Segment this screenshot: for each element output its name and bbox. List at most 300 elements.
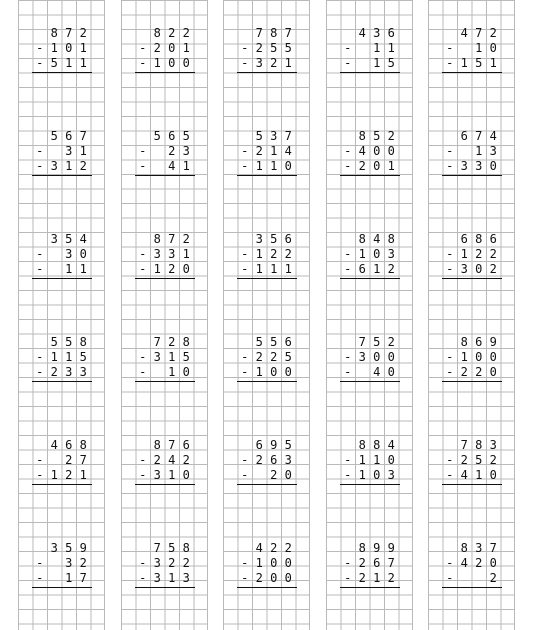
grid-panel: [223, 0, 310, 630]
minuend-digit: 2: [182, 26, 190, 40]
minuend-digit: 6: [255, 438, 263, 452]
minus-sign: -: [139, 453, 147, 467]
result-digit: 1: [284, 262, 292, 276]
minuend-digit: 4: [387, 438, 395, 452]
result-digit: 1: [255, 262, 263, 276]
result-digit: 2: [460, 365, 468, 379]
minuend-digit: 8: [387, 232, 395, 246]
result-digit: 1: [79, 56, 87, 70]
result-digit: 6: [358, 262, 366, 276]
minuend-digit: 8: [358, 232, 366, 246]
subtrahend-digit: 3: [153, 350, 161, 364]
minuend-digit: 8: [270, 26, 278, 40]
result-digit: 3: [65, 365, 73, 379]
answer-line: [237, 175, 297, 176]
answer-line: [237, 72, 297, 73]
subtrahend-digit: 3: [65, 556, 73, 570]
result-digit: 0: [270, 365, 278, 379]
subtrahend-digit: 0: [373, 350, 381, 364]
result-digit: 0: [284, 571, 292, 585]
subtrahend-digit: 1: [475, 144, 483, 158]
subtrahend-digit: 0: [65, 41, 73, 55]
minuend-digit: 7: [255, 26, 263, 40]
answer-line: [237, 587, 297, 588]
subtrahend-digit: 3: [153, 556, 161, 570]
minus-sign: -: [344, 159, 352, 173]
minus-sign: -: [241, 144, 249, 158]
subtrahend-digit: 2: [255, 144, 263, 158]
minus-sign: -: [446, 262, 454, 276]
result-digit: 3: [255, 56, 263, 70]
minuend-digit: 5: [373, 335, 381, 349]
result-digit: 1: [373, 262, 381, 276]
answer-line: [135, 587, 195, 588]
result-digit: 1: [168, 571, 176, 585]
minus-sign: -: [344, 453, 352, 467]
subtrahend-digit: 4: [168, 453, 176, 467]
result-digit: 0: [373, 159, 381, 173]
result-digit: 3: [475, 159, 483, 173]
result-digit: 1: [475, 468, 483, 482]
subtrahend-digit: 2: [182, 556, 190, 570]
minus-sign: -: [344, 350, 352, 364]
minuend-digit: 7: [284, 129, 292, 143]
result-digit: 2: [79, 159, 87, 173]
result-digit: 1: [255, 159, 263, 173]
minuend-digit: 4: [460, 26, 468, 40]
minus-sign: -: [36, 159, 44, 173]
result-digit: 1: [460, 56, 468, 70]
minuend-digit: 4: [50, 438, 58, 452]
minus-sign: -: [241, 247, 249, 261]
subtrahend-digit: 0: [387, 350, 395, 364]
result-digit: 0: [182, 262, 190, 276]
subtrahend-digit: 2: [153, 41, 161, 55]
minuend-digit: 6: [168, 129, 176, 143]
minuend-digit: 7: [475, 26, 483, 40]
minus-sign: -: [36, 41, 44, 55]
result-digit: 5: [475, 56, 483, 70]
minuend-digit: 6: [284, 335, 292, 349]
subtrahend-digit: 2: [489, 453, 497, 467]
minus-sign: -: [139, 159, 147, 173]
subtrahend-digit: 2: [489, 247, 497, 261]
minus-sign: -: [446, 350, 454, 364]
subtrahend-digit: 7: [79, 453, 87, 467]
minuend-digit: 5: [50, 129, 58, 143]
minuend-digit: 6: [284, 232, 292, 246]
subtrahend-digit: 3: [358, 350, 366, 364]
minuend-digit: 7: [475, 129, 483, 143]
result-digit: 2: [489, 571, 497, 585]
minuend-digit: 5: [255, 129, 263, 143]
subtrahend-digit: 3: [387, 247, 395, 261]
subtrahend-digit: 6: [373, 556, 381, 570]
result-digit: 3: [50, 159, 58, 173]
minuend-digit: 5: [65, 541, 73, 555]
result-digit: 3: [460, 159, 468, 173]
subtrahend-digit: 0: [373, 144, 381, 158]
subtrahend-digit: 2: [153, 453, 161, 467]
subtrahend-digit: 1: [255, 247, 263, 261]
subtrahend-digit: 0: [489, 350, 497, 364]
subtrahend-digit: 0: [387, 144, 395, 158]
minuend-digit: 2: [79, 26, 87, 40]
subtrahend-digit: 5: [182, 350, 190, 364]
minuend-digit: 5: [270, 232, 278, 246]
minuend-digit: 2: [168, 335, 176, 349]
answer-line: [442, 175, 502, 176]
minuend-digit: 9: [79, 541, 87, 555]
subtrahend-digit: 5: [475, 453, 483, 467]
result-digit: 1: [373, 571, 381, 585]
result-digit: 4: [460, 468, 468, 482]
grid-panel: [121, 0, 208, 630]
minuend-digit: 9: [489, 335, 497, 349]
subtrahend-digit: 5: [284, 350, 292, 364]
result-digit: 5: [50, 56, 58, 70]
minuend-digit: 7: [153, 335, 161, 349]
result-digit: 1: [79, 262, 87, 276]
minuend-digit: 5: [168, 541, 176, 555]
result-digit: 2: [270, 56, 278, 70]
result-digit: 0: [373, 468, 381, 482]
subtrahend-digit: 1: [387, 41, 395, 55]
result-digit: 0: [182, 56, 190, 70]
result-digit: 1: [65, 262, 73, 276]
minuend-digit: 8: [153, 26, 161, 40]
result-digit: 1: [153, 262, 161, 276]
subtrahend-digit: 2: [460, 453, 468, 467]
minus-sign: -: [241, 365, 249, 379]
minus-sign: -: [446, 159, 454, 173]
minuend-digit: 8: [182, 335, 190, 349]
minuend-digit: 8: [79, 438, 87, 452]
subtrahend-digit: 2: [255, 350, 263, 364]
result-digit: 0: [284, 365, 292, 379]
minus-sign: -: [241, 468, 249, 482]
subtrahend-digit: 6: [270, 453, 278, 467]
minus-sign: -: [241, 56, 249, 70]
minus-sign: -: [241, 41, 249, 55]
result-digit: 2: [358, 571, 366, 585]
minus-sign: -: [36, 453, 44, 467]
minus-sign: -: [139, 350, 147, 364]
answer-line: [442, 587, 502, 588]
minus-sign: -: [139, 365, 147, 379]
minus-sign: -: [36, 556, 44, 570]
minuend-digit: 2: [270, 541, 278, 555]
minus-sign: -: [241, 262, 249, 276]
minus-sign: -: [344, 144, 352, 158]
minus-sign: -: [344, 571, 352, 585]
result-digit: 4: [168, 159, 176, 173]
minuend-digit: 3: [50, 541, 58, 555]
minuend-digit: 8: [460, 541, 468, 555]
minuend-digit: 5: [65, 232, 73, 246]
subtrahend-digit: 1: [50, 350, 58, 364]
result-digit: 0: [270, 571, 278, 585]
result-digit: 1: [168, 468, 176, 482]
minus-sign: -: [36, 468, 44, 482]
minus-sign: -: [36, 247, 44, 261]
subtrahend-digit: 0: [284, 556, 292, 570]
minuend-digit: 8: [475, 232, 483, 246]
minus-sign: -: [446, 365, 454, 379]
result-digit: 2: [475, 365, 483, 379]
minuend-digit: 3: [475, 541, 483, 555]
minuend-digit: 8: [50, 26, 58, 40]
subtrahend-digit: 0: [489, 41, 497, 55]
answer-line: [32, 587, 92, 588]
minus-sign: -: [139, 56, 147, 70]
result-digit: 1: [255, 365, 263, 379]
answer-line: [32, 278, 92, 279]
minuend-digit: 2: [489, 26, 497, 40]
result-digit: 1: [168, 365, 176, 379]
subtrahend-digit: 3: [182, 144, 190, 158]
minus-sign: -: [446, 453, 454, 467]
result-digit: 1: [79, 468, 87, 482]
subtrahend-digit: 3: [65, 144, 73, 158]
minuend-digit: 9: [373, 541, 381, 555]
subtrahend-digit: 1: [270, 144, 278, 158]
minus-sign: -: [446, 41, 454, 55]
minus-sign: -: [344, 247, 352, 261]
result-digit: 1: [50, 468, 58, 482]
result-digit: 0: [284, 159, 292, 173]
minuend-digit: 7: [358, 335, 366, 349]
result-digit: 2: [489, 262, 497, 276]
subtrahend-digit: 1: [79, 144, 87, 158]
grid-panel: [18, 0, 105, 630]
subtrahend-digit: 1: [65, 350, 73, 364]
minuend-digit: 7: [65, 26, 73, 40]
subtrahend-digit: 1: [255, 556, 263, 570]
minuend-digit: 6: [475, 335, 483, 349]
minuend-digit: 2: [284, 541, 292, 555]
result-digit: 0: [489, 365, 497, 379]
result-digit: 0: [387, 365, 395, 379]
minuend-digit: 7: [489, 541, 497, 555]
minus-sign: -: [139, 468, 147, 482]
minuend-digit: 5: [255, 335, 263, 349]
minuend-digit: 7: [460, 438, 468, 452]
subtrahend-digit: 1: [373, 453, 381, 467]
result-digit: 0: [489, 159, 497, 173]
subtrahend-digit: 5: [284, 41, 292, 55]
minus-sign: -: [446, 144, 454, 158]
minuend-digit: 4: [373, 232, 381, 246]
result-digit: 0: [489, 468, 497, 482]
subtrahend-digit: 3: [153, 247, 161, 261]
minuend-digit: 6: [182, 438, 190, 452]
subtrahend-digit: 4: [460, 556, 468, 570]
minuend-digit: 5: [270, 335, 278, 349]
result-digit: 1: [358, 468, 366, 482]
result-digit: 1: [65, 159, 73, 173]
minuend-digit: 8: [373, 438, 381, 452]
result-digit: 2: [270, 468, 278, 482]
result-digit: 0: [168, 56, 176, 70]
minus-sign: -: [344, 365, 352, 379]
subtrahend-digit: 3: [489, 144, 497, 158]
result-digit: 1: [270, 159, 278, 173]
subtrahend-digit: 2: [255, 41, 263, 55]
subtrahend-digit: 0: [387, 453, 395, 467]
answer-line: [135, 278, 195, 279]
minuend-digit: 6: [387, 26, 395, 40]
result-digit: 4: [373, 365, 381, 379]
minuend-digit: 5: [65, 335, 73, 349]
minus-sign: -: [36, 365, 44, 379]
subtrahend-digit: 4: [284, 144, 292, 158]
minuend-digit: 2: [387, 335, 395, 349]
grid-panel: [326, 0, 413, 630]
minus-sign: -: [344, 41, 352, 55]
minus-sign: -: [36, 144, 44, 158]
minuend-digit: 5: [284, 438, 292, 452]
minus-sign: -: [139, 144, 147, 158]
minus-sign: -: [139, 556, 147, 570]
result-digit: 1: [153, 56, 161, 70]
minuend-digit: 3: [489, 438, 497, 452]
minuend-digit: 2: [168, 26, 176, 40]
minuend-digit: 8: [79, 335, 87, 349]
answer-line: [442, 72, 502, 73]
answer-line: [442, 484, 502, 485]
minus-sign: -: [446, 247, 454, 261]
result-digit: 1: [65, 571, 73, 585]
subtrahend-digit: 1: [373, 41, 381, 55]
subtrahend-digit: 2: [255, 453, 263, 467]
result-digit: 2: [65, 468, 73, 482]
subtrahend-digit: 3: [65, 247, 73, 261]
minuend-digit: 5: [50, 335, 58, 349]
minus-sign: -: [241, 571, 249, 585]
result-digit: 3: [153, 571, 161, 585]
minuend-digit: 7: [284, 26, 292, 40]
minuend-digit: 8: [182, 541, 190, 555]
subtrahend-digit: 2: [270, 247, 278, 261]
subtrahend-digit: 1: [358, 453, 366, 467]
answer-line: [442, 278, 502, 279]
minus-sign: -: [344, 262, 352, 276]
minuend-digit: 7: [168, 438, 176, 452]
subtrahend-digit: 0: [373, 247, 381, 261]
minus-sign: -: [139, 262, 147, 276]
minus-sign: -: [36, 262, 44, 276]
result-digit: 2: [255, 571, 263, 585]
minuend-digit: 3: [373, 26, 381, 40]
subtrahend-digit: 2: [182, 453, 190, 467]
minus-sign: -: [36, 56, 44, 70]
subtrahend-digit: 2: [65, 453, 73, 467]
subtrahend-digit: 0: [475, 350, 483, 364]
answer-line: [135, 484, 195, 485]
minuend-digit: 5: [373, 129, 381, 143]
answer-line: [442, 381, 502, 382]
minus-sign: -: [241, 350, 249, 364]
subtrahend-digit: 7: [387, 556, 395, 570]
minuend-digit: 8: [358, 541, 366, 555]
answer-line: [340, 484, 400, 485]
minuend-digit: 2: [387, 129, 395, 143]
minuend-digit: 6: [460, 232, 468, 246]
result-digit: 1: [489, 56, 497, 70]
result-digit: 3: [460, 262, 468, 276]
subtrahend-digit: 3: [168, 247, 176, 261]
minuend-digit: 7: [168, 232, 176, 246]
answer-line: [237, 278, 297, 279]
minus-sign: -: [446, 571, 454, 585]
answer-line: [237, 381, 297, 382]
minuend-digit: 8: [358, 129, 366, 143]
result-digit: 3: [182, 571, 190, 585]
subtrahend-digit: 1: [182, 41, 190, 55]
answer-line: [340, 381, 400, 382]
minuend-digit: 8: [358, 438, 366, 452]
result-digit: 7: [79, 571, 87, 585]
subtrahend-digit: 4: [358, 144, 366, 158]
minuend-digit: 8: [153, 232, 161, 246]
answer-line: [135, 175, 195, 176]
minus-sign: -: [241, 556, 249, 570]
minuend-digit: 4: [79, 232, 87, 246]
result-digit: 1: [284, 56, 292, 70]
grid-panel: [428, 0, 515, 630]
result-digit: 1: [65, 56, 73, 70]
minus-sign: -: [446, 556, 454, 570]
subtrahend-digit: 1: [182, 247, 190, 261]
minuend-digit: 5: [182, 129, 190, 143]
minus-sign: -: [446, 56, 454, 70]
minuend-digit: 6: [489, 232, 497, 246]
result-digit: 0: [182, 468, 190, 482]
minus-sign: -: [241, 159, 249, 173]
answer-line: [32, 381, 92, 382]
minuend-digit: 9: [270, 438, 278, 452]
minuend-digit: 3: [255, 232, 263, 246]
result-digit: 3: [153, 468, 161, 482]
result-digit: 2: [387, 262, 395, 276]
minuend-digit: 4: [358, 26, 366, 40]
result-digit: 1: [270, 262, 278, 276]
answer-line: [32, 484, 92, 485]
subtrahend-digit: 0: [270, 556, 278, 570]
minuend-digit: 7: [79, 129, 87, 143]
minus-sign: -: [344, 56, 352, 70]
minuend-digit: 3: [50, 232, 58, 246]
subtrahend-digit: 2: [168, 144, 176, 158]
minuend-digit: 4: [255, 541, 263, 555]
subtrahend-digit: 2: [475, 247, 483, 261]
result-digit: 2: [387, 571, 395, 585]
result-digit: 2: [168, 262, 176, 276]
subtrahend-digit: 2: [270, 350, 278, 364]
subtrahend-digit: 2: [358, 556, 366, 570]
result-digit: 0: [475, 262, 483, 276]
answer-line: [135, 381, 195, 382]
subtrahend-digit: 0: [79, 247, 87, 261]
result-digit: 1: [373, 56, 381, 70]
minus-sign: -: [139, 571, 147, 585]
subtrahend-digit: 5: [79, 350, 87, 364]
subtrahend-digit: 3: [284, 453, 292, 467]
result-digit: 0: [284, 468, 292, 482]
subtrahend-digit: 1: [460, 350, 468, 364]
subtrahend-digit: 1: [50, 41, 58, 55]
